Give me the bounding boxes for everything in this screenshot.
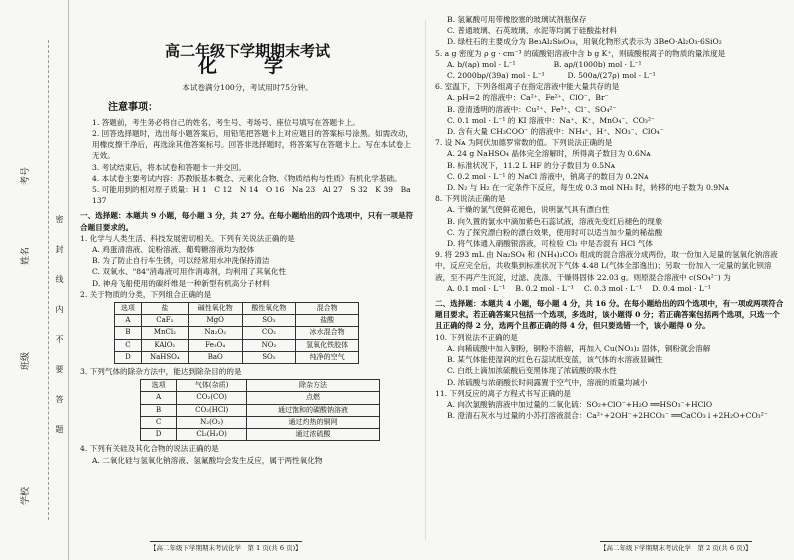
- question-11-stem: 11. 下列反应的离子方程式书写正确的是: [435, 388, 571, 398]
- table-header-row: [115, 303, 359, 315]
- notice-item: 4. 本试卷主要考试内容：苏教版基本概念、元素化合物、《物质结构与性质》有机化学基础。: [92, 173, 402, 183]
- question-9-options: [435, 283, 785, 294]
- table-cell: Cl₂(H₂O): [177, 429, 247, 441]
- notice-item: 1. 答题前，考生务必将自己的姓名、考生号、考场号、座位号填写在答题卡上。: [92, 117, 360, 127]
- exam-meta: 本试卷满分100分，考试用时75分钟。: [182, 83, 313, 93]
- question-1-option: D. 神舟飞船使用的碳纤维是一种新型有机高分子材料: [92, 278, 270, 288]
- table-cell: A: [115, 315, 142, 327]
- question-4-option: C. 普通玻璃、石英玻璃、水泥等均属于硅酸盐材料: [447, 26, 617, 36]
- notice-item: 2. 回答选择题时，选出每小题答案后，用铅笔把答题卡上对应题目的答案标号涂黑。如需改动，用橡皮擦干净后，再选涂其他答案标号。回答非选择题时，将答案写在答题卡上。写在本试卷上无效。: [92, 129, 413, 161]
- option-text: A. b/(aρ) mol · L⁻¹: [447, 59, 516, 69]
- question-6-option: B. 澄清透明的溶液中：Cu²⁺、Fe³⁺、Cl⁻、SO₄²⁻: [447, 104, 617, 114]
- question-9-stem: 9. 将 293 mL 由 Na₂SO₄ 和 (NH₄)₂CO₃ 组成的混合溶液分成两份，取一份加入足量的氢氧化钠溶液中，反应完全后，共收集到标准状况下气体 4.48 L(气体全部逸出)；另取一份加入一定量的氯化钡溶液，至不再产生沉淀，过滤、洗涤、干燥得固体 22.03 g。则原混合溶液中 c(SO₄²⁻) 为: [435, 250, 778, 282]
- question-3-table: [140, 379, 380, 441]
- name-label: 姓名: [21, 246, 31, 265]
- table-cell: 通过饱和的碳酸钠溶液: [247, 404, 380, 416]
- table-header: 混合物: [296, 303, 359, 315]
- table-cell: CO₂: [242, 327, 296, 339]
- option-text: B. aρ/(1000b) mol · L⁻¹: [553, 59, 642, 69]
- table-cell: NaHSO₄: [141, 351, 188, 363]
- option-text: A. 0.1 mol · L⁻¹: [447, 283, 506, 293]
- table-cell: D: [115, 351, 142, 363]
- question-7-option: C. 0.2 mol · L⁻¹ 的 NaCl 溶液中，钠离子的数目为 0.2Nᴀ: [447, 171, 649, 181]
- option-text: C. 2000bρ/(39a) mol · L⁻¹: [447, 71, 545, 81]
- seal-char: 密: [55, 215, 64, 223]
- table-cell: D: [141, 429, 177, 441]
- table-cell: Na₂O₂: [188, 327, 242, 339]
- question-6-stem: 6. 室温下，下列各组离子在指定溶液中能大量共存的是: [435, 82, 620, 92]
- table-cell: CO₂(HCl): [177, 404, 247, 416]
- table-cell: NO₂: [242, 339, 296, 351]
- question-1-option: A. 鸡蛋清溶液、淀粉溶液、葡萄糖溶液均为胶体: [92, 245, 255, 255]
- table-row: [115, 351, 359, 363]
- question-6-option: C. 0.1 mol · L⁻¹ 的 KI 溶液中：Na⁺、K⁺、MnO₄⁻、CO₃²⁻: [447, 115, 655, 125]
- table-cell: 冰水混合物: [296, 327, 359, 339]
- table-cell: A: [141, 392, 177, 404]
- question-4-option: D. 绿柱石的主要成分为 Be₃Al₂Si₆O₁₈，用氧化物形式表示为 3BeO·Al₂O₃·6SiO₂: [447, 37, 722, 47]
- question-8-option: A. 干燥的氯气使鲜花褪色，说明氯气具有漂白性: [447, 205, 610, 215]
- option-text: C. 0.3 mol · L⁻¹: [583, 283, 643, 293]
- table-row: [141, 404, 380, 416]
- table-cell: 通过灼热的铜网: [247, 416, 380, 428]
- seal-line: [48, 40, 49, 520]
- option-text: B. 0.2 mol · L⁻¹: [515, 283, 574, 293]
- question-4-option: B. 氢氟酸可用带橡胶塞的玻璃试剂瓶保存: [447, 15, 587, 24]
- seal-char: 封: [55, 245, 64, 253]
- table-cell: Fe₃O₄: [188, 339, 242, 351]
- table-header: 除杂方法: [247, 380, 380, 392]
- table-row: [141, 416, 380, 428]
- column-separator: [425, 20, 426, 540]
- table-row: [141, 429, 380, 441]
- table-header: 选项: [141, 380, 177, 392]
- question-8-stem: 8. 下列说法正确的是: [435, 194, 506, 204]
- question-1-stem: 1. 化学与人类生活、科技发展密切相关。下列有关说法正确的是: [80, 233, 295, 243]
- table-cell: MgO: [188, 315, 242, 327]
- seal-char: 线: [55, 275, 64, 283]
- exam-no-label: 考号: [21, 166, 31, 185]
- question-10-option: A. 向稀硫酸中加入铜粉，铜粉不溶解，再加入 Cu(NO₃)₂ 固体，铜粉就会溶解: [447, 343, 711, 353]
- question-8-option: C. 为了探究漂白粉的漂白效果，使用时可以适当加少量的稀盐酸: [447, 227, 663, 237]
- table-cell: 点燃: [247, 392, 380, 404]
- seal-char: 不: [55, 335, 64, 343]
- table-cell: N₂(O₂): [177, 416, 247, 428]
- section-2-heading: 二、选择题：本题共 4 小题，每小题 4 分，共 16 分。在每小题给出的四个选项中，有一项或两项符合题目要求。若正确答案只包括一个选项，多选时，该小题得 0 分；若正确答案包括两个选项，只选一个且正确的得 2 分，选两个且都正确的得 4 分，但只要选错一个，该小题得 0 分。: [435, 299, 784, 331]
- table-header: 酸性氧化物: [242, 303, 296, 315]
- table-cell: B: [115, 327, 142, 339]
- question-3-stem: 3. 下列气体的除杂方法中，能达到除杂目的的是: [80, 367, 242, 377]
- exam-title: 高二年级下学期期末考试: [164, 42, 330, 60]
- seal-char: 内: [55, 305, 64, 313]
- question-1-option: C. 双氧水、"84"消毒液可用作消毒剂，均利用了其氧化性: [92, 267, 287, 277]
- question-10-option: C. 白纸上滴加浓硫酸后变黑体现了浓硫酸的吸水性: [447, 366, 617, 376]
- table-row: [115, 339, 359, 351]
- question-7-option: B. 标准状况下，11.2 L HF 的分子数目为 0.5Nᴀ: [447, 160, 616, 170]
- question-10-option: B. 某气体能使湿润的红色石蕊试纸变蓝，该气体的水溶液显碱性: [447, 355, 663, 365]
- seal-char: 答: [55, 395, 64, 403]
- notice-item: 3. 考试结束后，将本试卷和答题卡一并交回。: [92, 162, 246, 172]
- left-column: [80, 14, 415, 466]
- table-cell: CO₂(CO): [177, 392, 247, 404]
- table-cell: 盐酸: [296, 315, 359, 327]
- table-header: 盐: [141, 303, 188, 315]
- question-10-stem: 10. 下列说法不正确的是: [435, 332, 518, 342]
- section-1-heading: 一、选择题：本题共 9 小题，每小题 3 分，共 27 分。在每小题给出的四个选项中，只有一项是符合题目要求的。: [80, 211, 414, 232]
- table-cell: SO₂: [242, 351, 296, 363]
- subject-title: 化 学: [197, 55, 297, 78]
- right-column: [435, 14, 785, 421]
- notice-item: 5. 可能用到的相对原子质量：H 1 C 12 N 14 O 16 Na 23 Al 27 S 32 K 39 Ba 137: [92, 185, 411, 206]
- question-6-option: A. pH=2 的溶液中：Ca²⁺、Fe²⁺、ClO⁻、Br⁻: [447, 93, 609, 103]
- class-label: 班级: [21, 351, 31, 370]
- question-8-option: B. 向久置的氯水中滴加紫色石蕊试液，溶液先变红后褪色的现象: [447, 216, 663, 226]
- question-10-option: D. 浓硫酸与浓硝酸长时间露置于空气中，溶液的质量均减小: [447, 377, 648, 387]
- table-cell: B: [141, 404, 177, 416]
- table-cell: BaO: [188, 351, 242, 363]
- table-row: [115, 327, 359, 339]
- question-7-option: D. N₂ 与 H₂ 在一定条件下反应，每生成 0.3 mol NH₃ 时，转移的电子数为 0.9Nᴀ: [447, 183, 729, 193]
- question-8-option: D. 将气体通入硝酸银溶液，可检验 Cl₂ 中是否混有 HCl 气体: [447, 239, 653, 249]
- question-1-option: B. 为了防止自行车生锈，可以经常用水冲洗保持清洁: [92, 256, 270, 266]
- question-5-option: [435, 70, 785, 81]
- question-2-stem: 2. 关于物质的分类，下列组合正确的是: [80, 289, 212, 299]
- question-11-option: B. 澄清石灰水与过量的小苏打溶液混合：Ca²⁺+2OH⁻+2HCO₃⁻ ══CaCO₃↓+2H₂O+CO₃²⁻: [447, 411, 768, 421]
- table-header: 选项: [115, 303, 142, 315]
- footer-right: 【高二年级下学期期末考试化学 第 2 页(共 6 页)】: [600, 541, 752, 552]
- question-2-table: [114, 302, 359, 364]
- table-cell: C: [141, 416, 177, 428]
- question-4-stem: 4. 下列有关硅及其化合物的说法正确的是: [80, 444, 219, 454]
- table-cell: MnCl₂: [141, 327, 188, 339]
- option-text: D. 0.4 mol · L⁻¹: [652, 283, 711, 293]
- seal-char: 题: [55, 425, 64, 433]
- question-5-option: [435, 59, 785, 70]
- question-5-stem: 5. a g 密度为 ρ g · cm⁻³ 的硫酸铝溶液中含 b g K⁺，则硫酸根离子的物质的量浓度是: [435, 48, 726, 58]
- footer-left: 【高二年级下学期期末考试化学 第 1 页(共 6 页)】: [150, 541, 302, 552]
- table-header: 气体(杂质): [177, 380, 247, 392]
- table-cell: KAlO₂: [141, 339, 188, 351]
- school-label: 学校: [21, 486, 31, 505]
- question-4-option: A. 二氧化硅与氢氧化钠溶液、氢氟酸均会发生反应，属于两性氧化物: [92, 455, 323, 465]
- table-header-row: [141, 380, 380, 392]
- table-cell: CaF₂: [141, 315, 188, 327]
- table-cell: C: [115, 339, 142, 351]
- table-cell: 氢氧化铁胶体: [296, 339, 359, 351]
- notice-title: 注意事项：: [108, 101, 158, 113]
- question-7-stem: 7. 设 Nᴀ 为阿伏加德罗常数的值。下列说法正确的是: [435, 138, 613, 148]
- table-row: [115, 315, 359, 327]
- question-11-option: A. 向次氯酸钠溶液中加过量的二氧化硫：SO₂+ClO⁻+H₂O ══HSO₃⁻+HClO: [447, 399, 713, 409]
- question-6-option: D. 含有大量 CH₃COO⁻ 的溶液中：NH₄⁺、H⁺、NO₃⁻、ClO₄⁻: [447, 127, 664, 137]
- table-cell: 通过浓硫酸: [247, 429, 380, 441]
- binding-margin: [0, 0, 69, 560]
- table-cell: 纯净的空气: [296, 351, 359, 363]
- table-row: [141, 392, 380, 404]
- question-7-option: A. 24 g NaHSO₄ 晶体完全溶解时，所得离子数目为 0.6Nᴀ: [447, 149, 651, 159]
- seal-char: 要: [55, 365, 64, 373]
- option-text: D. 500a/(27ρ) mol · L⁻¹: [567, 71, 656, 81]
- table-header: 碱性氧化物: [188, 303, 242, 315]
- table-cell: SO₃: [242, 315, 296, 327]
